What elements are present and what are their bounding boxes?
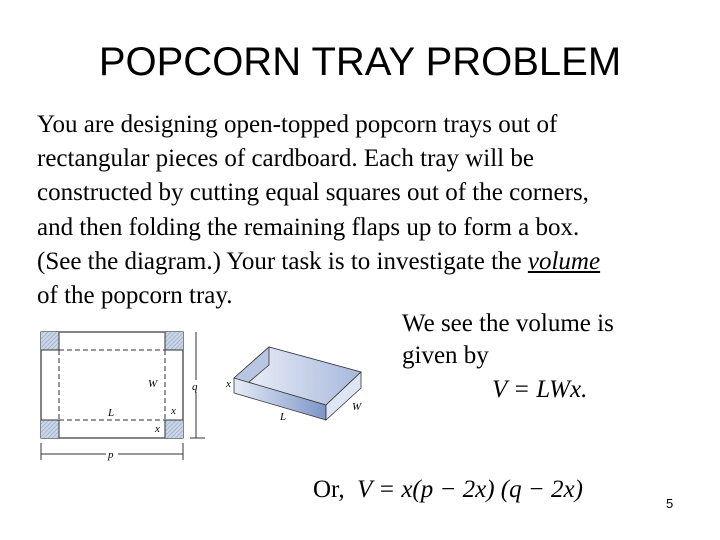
paragraph-line — [37, 245, 697, 279]
label-x: x — [171, 405, 176, 417]
folded-box — [225, 347, 362, 423]
volume-note-line1: We see the volume is — [402, 310, 614, 337]
volume-formula: V = LWx. — [492, 376, 588, 403]
box-label-L: L — [280, 411, 287, 423]
paragraph-line: rectangular pieces of cardboard. Each tray will be — [37, 145, 534, 173]
tray-diagram — [30, 320, 380, 470]
label-p: p — [108, 449, 114, 461]
volume-note-line2: given by — [402, 342, 489, 369]
page-number: 5 — [666, 496, 674, 511]
paragraph-line: You are designing open-topped popcorn trays out of — [37, 111, 558, 138]
label-L: L — [108, 407, 115, 419]
formula-prefix: Or, — [313, 476, 345, 503]
flat-sheet — [41, 332, 205, 461]
expanded-formula — [313, 476, 583, 504]
formula-text: V = x(p − 2x) (q − 2x) — [357, 476, 583, 503]
paragraph-line: and then folding the remaining flaps up to form a box. — [37, 213, 580, 241]
paragraph-line-text: (See the diagram.) Your task is to investigate the — [37, 247, 528, 275]
box-label-W: W — [352, 401, 362, 413]
label-W: W — [148, 378, 158, 390]
label-x: x — [155, 423, 160, 435]
label-q: q — [192, 381, 198, 393]
emphasis-volume: volume — [527, 247, 601, 275]
box-label-x: x — [226, 378, 231, 390]
paragraph-line: constructed by cutting equal squares out of the corners, — [37, 179, 589, 207]
paragraph-line: of the popcorn tray. — [37, 282, 233, 310]
slide-title: POPCORN TRAY PROBLEM — [98, 40, 622, 84]
problem-paragraph — [37, 108, 697, 313]
